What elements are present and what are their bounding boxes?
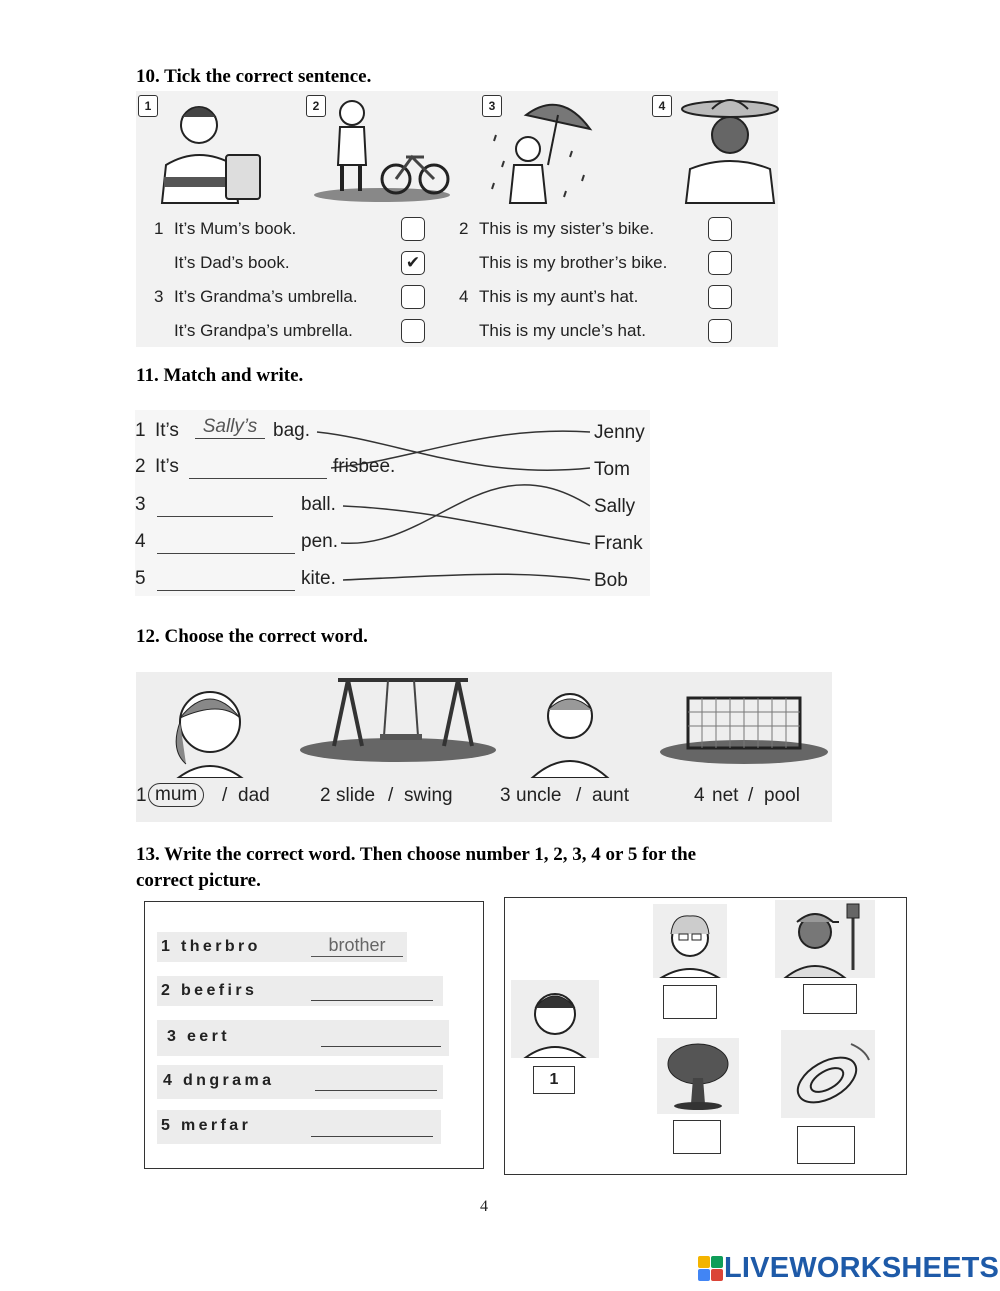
scrambled-1-num: 1 [161,938,174,955]
q10-row2-option-b-checkbox[interactable] [708,251,732,275]
farmer-answer-box[interactable] [803,984,857,1014]
liveworksheets-brand[interactable]: LIVEWORKSHEETS [724,1252,1000,1284]
q10-row4-option-a: This is my aunt’s hat. [479,287,639,306]
q10-row3-option-a: It’s Grandma’s umbrella. [174,287,358,306]
q11-item1-answer[interactable]: Sally’s [195,416,265,439]
logo-square-4 [711,1269,723,1281]
uncle-picture [526,682,616,778]
net-picture [658,688,830,768]
q11-item2-prefix: It’s [155,456,179,477]
q12-item1-num: 1 [136,785,147,806]
scrambled-3-answer-blank[interactable] [321,1046,441,1047]
picture-number-1: 1 [138,95,158,117]
q12-panel [136,672,832,822]
scrambled-3-letters: eert [187,1028,230,1045]
scrambled-4-answer-blank[interactable] [315,1090,437,1091]
scrambled-3-num: 3 [167,1028,180,1045]
page-number: 4 [480,1198,488,1215]
q12-title: 12. Choose the correct word. [136,626,368,647]
q10-row4-option-b: This is my uncle’s hat. [479,321,646,340]
q10-row4-num: 4 [459,287,469,306]
q10-row3-option-b: It’s Grandpa’s umbrella. [174,321,353,340]
q11-name-4: Frank [594,533,643,554]
liveworksheets-logo-icon [698,1256,724,1282]
q10-row3-num: 3 [154,287,164,306]
q12-item2-num: 2 [320,785,331,806]
grandma-answer-box[interactable] [663,985,717,1019]
q12-item4-num: 4 [694,785,705,806]
q10-panel [136,91,778,347]
q11-item2-word: frisbee. [333,456,396,477]
scrambled-words-box [144,901,484,1169]
q10-row3-option-b-checkbox[interactable] [401,319,425,343]
q11-item5-word: kite. [301,568,336,589]
q11-panel [135,410,650,596]
q10-row1-option-a: It’s Mum’s book. [174,219,297,238]
q10-row1-option-b-checkbox[interactable]: ✔ [401,251,425,275]
man-with-book-picture [154,95,264,205]
child-and-bike-picture [312,95,452,205]
scrambled-2-answer-blank[interactable] [311,1000,433,1001]
q11-item4-word: pen. [301,531,338,552]
logo-square-1 [698,1256,710,1268]
q13-title-line2: correct picture. [136,870,261,891]
q11-item1-word: bag. [273,420,310,441]
q10-row4-option-a-checkbox[interactable] [708,285,732,309]
q12-item2-option-a[interactable]: slide [336,785,376,806]
swing-picture [298,676,498,764]
frisbee-picture [781,1030,875,1118]
q11-name-2: Tom [594,459,630,480]
q12-item3-slash: / [576,785,582,806]
q12-item2-slash: / [388,785,394,806]
scrambled-1-answer[interactable]: brother [311,935,403,957]
q11-name-1: Jenny [594,422,645,443]
scrambled-1-letters: therbro [181,938,261,955]
logo-square-2 [711,1256,723,1268]
logo-square-3 [698,1269,710,1281]
q10-row1-option-b: It’s Dad’s book. [174,253,290,272]
q12-item3-option-a[interactable]: uncle [516,785,562,806]
boy-answer-box[interactable]: 1 [533,1066,575,1094]
q10-row1-num: 1 [154,219,164,238]
q11-item2-num: 2 [135,456,146,477]
umbrella-rain-picture [486,95,596,205]
girl-picture [160,680,250,778]
q11-item1-num: 1 [135,420,146,441]
q11-name-5: Bob [594,570,628,591]
q12-item2-option-b[interactable]: swing [404,785,453,806]
q11-name-3: Sally [594,496,636,517]
scrambled-2-num: 2 [161,982,174,999]
q10-row2-option-a: This is my sister’s bike. [479,219,655,238]
picture-number-3: 3 [482,95,502,117]
q10-title: 10. Tick the correct sentence. [136,66,372,87]
pictures-box [504,897,907,1175]
q12-item3-num: 3 [500,785,511,806]
q11-item5-blank[interactable] [157,590,295,591]
q12-item3-option-b[interactable]: aunt [592,785,629,806]
q10-row3-option-a-checkbox[interactable] [401,285,425,309]
q11-item5-num: 5 [135,568,146,589]
q11-item4-blank[interactable] [157,553,295,554]
q10-row1-option-a-checkbox[interactable] [401,217,425,241]
man-with-hat-picture [672,95,782,205]
q12-item4-slash: / [748,785,754,806]
q11-title: 11. Match and write. [136,365,304,386]
scrambled-5-letters: merfar [181,1117,252,1134]
q13-title-line1: 13. Write the correct word. Then choose number 1, 2, 3, 4 or 5 for the [136,844,697,865]
picture-number-4: 4 [652,95,672,117]
q11-item1-prefix: It’s [155,420,179,441]
scrambled-4-num: 4 [163,1072,176,1089]
q12-item1-slash: / [222,785,228,806]
q11-item3-num: 3 [135,494,146,515]
tree-answer-box[interactable] [673,1120,721,1154]
picture-number-2: 2 [306,95,326,117]
q10-row4-option-b-checkbox[interactable] [708,319,732,343]
q12-item4-option-b[interactable]: pool [764,785,800,806]
boy-picture [511,980,599,1058]
q12-item4-option-a[interactable]: net [712,785,739,806]
scrambled-5-answer-blank[interactable] [311,1136,433,1137]
q10-row2-option-b: This is my brother’s bike. [479,253,668,272]
scrambled-5-num: 5 [161,1117,174,1134]
scrambled-4-letters: dngrama [183,1072,275,1089]
frisbee-answer-box[interactable] [797,1126,855,1164]
q11-item4-num: 4 [135,531,146,552]
tree-picture [657,1038,739,1114]
scrambled-2-letters: beefirs [181,982,258,999]
q12-item1-option-a[interactable]: mum [148,783,204,807]
farmer-picture [775,900,875,978]
q11-item3-word: ball. [301,494,336,515]
q11-item2-blank[interactable] [189,478,327,479]
grandma-picture [653,904,727,978]
q10-row2-num: 2 [459,219,469,238]
q12-item1-option-b[interactable]: dad [238,785,270,806]
q11-item3-blank[interactable] [157,516,273,517]
q10-row2-option-a-checkbox[interactable] [708,217,732,241]
